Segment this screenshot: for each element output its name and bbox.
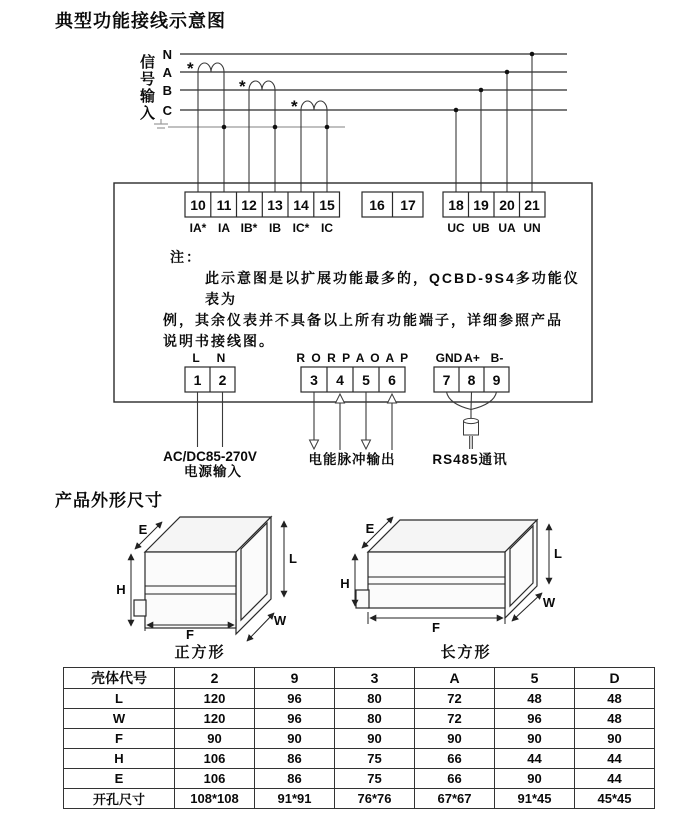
terminal-13-label: IB <box>269 221 281 235</box>
table-row <box>64 689 655 709</box>
ct-phase-c <box>291 97 329 192</box>
drawing-square-case <box>116 517 297 661</box>
cell: 48 <box>575 689 655 709</box>
terminal-14-label: IC* <box>292 221 310 235</box>
terminal-4: 4 <box>336 372 344 388</box>
ct-a-polarity-mark: * <box>187 59 194 78</box>
cell: 96 <box>255 689 335 709</box>
mounting-clip <box>134 600 146 616</box>
header-cell: 5 <box>495 668 575 689</box>
row-label: F <box>64 729 175 749</box>
header-cell: D <box>575 668 655 689</box>
dim-f-label-rect: F <box>432 620 440 635</box>
rs485-gnd-label: GND <box>435 351 463 365</box>
terminal-19: 19 <box>473 197 489 213</box>
cell: 108*108 <box>175 789 255 809</box>
table-row <box>64 769 655 789</box>
pulse-in-arrow-4 <box>336 394 345 403</box>
terminal-9: 9 <box>492 372 501 388</box>
earth-icon <box>154 119 168 128</box>
cell: 120 <box>175 689 255 709</box>
terminal-1: 1 <box>193 372 202 388</box>
cell: 106 <box>175 769 255 789</box>
table-row <box>64 709 655 729</box>
cell: 66 <box>415 769 495 789</box>
cell: 90 <box>495 769 575 789</box>
terminal-12-label: IB* <box>240 221 258 235</box>
row-label: H <box>64 749 175 769</box>
row-label: W <box>64 709 175 729</box>
pulse-letters-label: R O R P A O A P <box>296 351 410 365</box>
header-cell: 3 <box>335 668 415 689</box>
ct-c-polarity-mark: * <box>291 97 298 116</box>
terminal-strip-spare <box>362 192 423 217</box>
cell: 91*91 <box>255 789 335 809</box>
rect-case-caption: 长方形 <box>440 644 492 661</box>
cell: 80 <box>335 689 415 709</box>
cell: 86 <box>255 769 335 789</box>
square-case-caption: 正方形 <box>174 644 226 661</box>
cell: 48 <box>575 709 655 729</box>
dimensions-section-title: 产品外形尺寸 <box>55 491 163 510</box>
cell: 45*45 <box>575 789 655 809</box>
header-cell: A <box>415 668 495 689</box>
terminal-20-label: UA <box>498 221 516 235</box>
terminal-11-label: IA <box>218 221 230 235</box>
cell: 48 <box>495 689 575 709</box>
dim-w-label-square: W <box>273 613 287 628</box>
note-line-1: 此示意图是以扩展功能最多的，QCBD-9S4多功能仪表为 <box>205 270 580 307</box>
note-line-3: 说明书接线图。 <box>163 333 275 349</box>
terminal-17: 17 <box>400 197 416 213</box>
rs485-connector-icon <box>464 418 479 449</box>
rs485-bminus-label: B- <box>490 351 504 365</box>
cell: 75 <box>335 769 415 789</box>
dim-e-label-rect: E <box>365 521 375 536</box>
cell: 72 <box>415 689 495 709</box>
rs485-aplus-label: A+ <box>464 351 480 365</box>
bus-label-n: N <box>162 47 172 62</box>
cell: 44 <box>575 769 655 789</box>
rs485-caption: RS485通讯 <box>432 452 508 467</box>
power-supply-caption-line1: AC/DC85-270V <box>163 449 257 464</box>
dim-h-label-square: H <box>116 582 126 597</box>
terminal-20: 20 <box>499 197 515 213</box>
note-line-2: 例，其余仪表并不具备以上所有功能端子，详细参照产品 <box>163 312 563 328</box>
cell: 86 <box>255 749 335 769</box>
note-heading: 注： <box>170 249 202 265</box>
row-label: E <box>64 769 175 789</box>
terminal-2: 2 <box>218 372 227 388</box>
table-row <box>64 789 655 809</box>
header-cell: 9 <box>255 668 335 689</box>
bus-label-b: B <box>162 83 172 98</box>
terminal-15: 15 <box>319 197 335 213</box>
drawing-rect-case <box>340 517 562 661</box>
terminal-16: 16 <box>369 197 385 213</box>
wiring-section-title: 典型功能接线示意图 <box>55 11 226 31</box>
ct-b-polarity-mark: * <box>239 77 246 96</box>
pulse-output-caption: 电能脉冲输出 <box>308 452 396 467</box>
power-l-label: L <box>192 351 200 365</box>
table-row <box>64 749 655 769</box>
power-supply-caption-line2: 电源输入 <box>184 464 242 479</box>
terminal-strip-current <box>185 192 340 235</box>
cell: 76*76 <box>335 789 415 809</box>
cell: 44 <box>575 749 655 769</box>
terminal-14: 14 <box>293 197 309 213</box>
terminal-8: 8 <box>467 372 476 388</box>
table-header-row <box>64 668 655 689</box>
ct-phase-b <box>239 77 277 192</box>
cell: 66 <box>415 749 495 769</box>
terminal-18-label: UC <box>447 221 465 235</box>
header-cell: 2 <box>175 668 255 689</box>
terminal-13: 13 <box>267 197 283 213</box>
cell: 96 <box>495 709 575 729</box>
cell: 80 <box>335 709 415 729</box>
cell: 72 <box>415 709 495 729</box>
cell: 75 <box>335 749 415 769</box>
dim-l-label-square: L <box>289 551 297 566</box>
dim-f-label-square: F <box>186 627 194 642</box>
terminal-18: 18 <box>448 197 464 213</box>
terminal-10-label: IA* <box>189 221 207 235</box>
bus-label-c: C <box>162 103 172 118</box>
terminal-6: 6 <box>388 372 396 388</box>
cell: 96 <box>255 709 335 729</box>
table-row <box>64 729 655 749</box>
voltage-tap-wires <box>454 52 535 192</box>
terminal-7: 7 <box>442 372 451 388</box>
case-dimensions-table <box>63 667 655 809</box>
cell: 90 <box>415 729 495 749</box>
ct-phase-a <box>187 59 226 192</box>
mounting-clip <box>356 590 369 608</box>
bus-label-a: A <box>162 65 172 80</box>
cell: 44 <box>495 749 575 769</box>
pulse-out-arrow-5 <box>362 440 371 449</box>
cell: 67*67 <box>415 789 495 809</box>
cell: 91*45 <box>495 789 575 809</box>
terminal-21-label: UN <box>523 221 541 235</box>
terminal-15-label: IC <box>321 221 333 235</box>
cell: 90 <box>175 729 255 749</box>
row-label: 开孔尺寸 <box>64 789 175 809</box>
terminal-strip-rs485 <box>434 351 509 449</box>
cell: 90 <box>575 729 655 749</box>
terminal-5: 5 <box>362 372 370 388</box>
cell: 106 <box>175 749 255 769</box>
dim-w-label-rect: W <box>542 595 556 610</box>
cell: 90 <box>335 729 415 749</box>
terminal-10: 10 <box>190 197 206 213</box>
signal-input-label: 信号输入 <box>138 54 155 122</box>
terminal-12: 12 <box>241 197 257 213</box>
pulse-out-arrow-3 <box>310 440 319 449</box>
terminal-11: 11 <box>216 197 232 213</box>
cell: 90 <box>495 729 575 749</box>
terminal-3: 3 <box>310 372 318 388</box>
dim-h-label-rect: H <box>340 576 350 591</box>
wiring-note <box>163 247 583 352</box>
pulse-in-arrow-6 <box>388 394 397 403</box>
row-label: L <box>64 689 175 709</box>
terminal-19-label: UB <box>472 221 490 235</box>
terminal-strip-voltage <box>443 192 545 235</box>
dim-e-label-square: E <box>138 522 148 537</box>
dim-l-label-rect: L <box>554 546 562 561</box>
terminal-strip-pulse <box>296 351 409 450</box>
power-n-label: N <box>216 351 226 365</box>
header-cell: 壳体代号 <box>64 668 175 689</box>
terminal-strip-power <box>185 351 235 447</box>
signal-bus-lines <box>154 47 567 128</box>
cell: 90 <box>255 729 335 749</box>
terminal-21: 21 <box>524 197 540 213</box>
cell: 120 <box>175 709 255 729</box>
